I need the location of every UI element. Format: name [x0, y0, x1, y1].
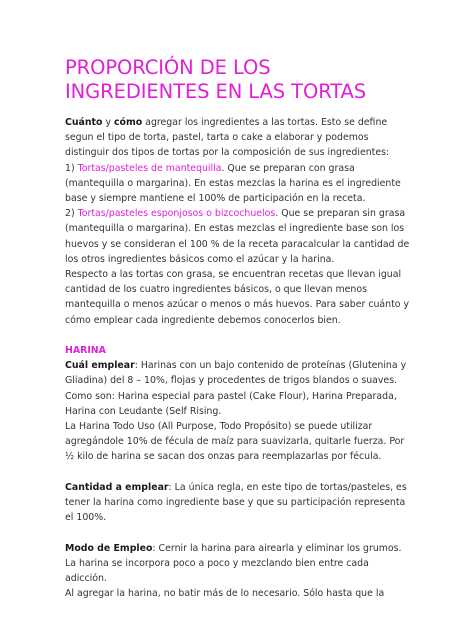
harina-section: HARINA Cuál emplear: Harinas con un bajo contenido de proteínas (Glutenina y Gliadina) del 8 – 10%, flojas y procedentes de trigos blandos o suaves. Como son: Harina especial para pastel (Cake Flour), Harina Preparada, Harina con Leudante (Self Rising. La Harina Todo Uso (All Purpose, Todo Propósito) se puede utilizar agregándole 10% de fécula de maíz para suavizarla, quitarle fuerza. Por ½ kilo de harina se sacan dos onzas para reemplazarlas por fécula. Cantidad a emplear: La única regla, en este tipo de tortas/pasteles, es tener la harina como ingrediente base y que su participación representa el 100%. Modo de Empleo: Cernir la harina para airearla y eliminar los grumos. La harina se incorpora poco a poco y mezclando bien entre cada adicción. Al agregar la harina, no batir más de lo necesario. Sólo hasta que la	[65, 343, 417, 601]
label-cantidad-emplear: Cantidad a emplear	[65, 481, 169, 493]
list-item-1: 1) Tortas/pasteles de mantequilla. Que se preparan con grasa	[65, 162, 355, 174]
document-page	[65, 56, 417, 601]
document-body	[65, 115, 417, 601]
section-heading-harina: HARINA	[65, 345, 106, 357]
bold-cuanto: Cuánto	[65, 117, 103, 128]
page-title	[65, 56, 417, 104]
title-line-1: PROPORCIÓN DE LOS	[65, 56, 271, 79]
list-item-2: 2) Tortas/pasteles esponjosos o bizcochuelos. Que se preparan sin grasa	[65, 208, 406, 220]
label-cual-emplear: Cuál emplear	[65, 360, 135, 372]
title-line-2: INGREDIENTES EN LAS TORTAS	[65, 80, 367, 103]
link-tortas-mantequilla[interactable]: Tortas/pasteles de mantequilla	[77, 162, 222, 174]
intro-paragraph: Cuánto y cómo agregar los ingredientes a las tortas. Esto se define segun el tipo de torta, pastel, tarta o cake a elaborar y podemos distinguir dos tipos de tortas por la composición de sus ingredientes: 1) Tortas/pasteles de mantequilla. Que se preparan con grasa (mantequilla o margarina). En estas mezclas la harina es el ingrediente base y siempre mantiene el 100% de participación en la receta. 2) Tortas/pasteles esponjosos o bizcochuelos. Que se preparan sin grasa (mantequilla o margarina). En estas mezclas el ingrediente base son los huevos y se consideran el 100 % de la receta paracalcular la cantidad de los otros ingredientes básicos como el azúcar y la harina. Respecto a las tortas con grasa, se encuentran recetas que llevan igual cantidad de los cuatro ingredientes básicos, o que llevan menos mantequilla o menos azúcar o menos o más huevos. Para saber cuánto y cómo emplear cada ingrediente debemos conocerlos bien.	[65, 115, 417, 328]
label-modo-empleo: Modo de Empleo	[65, 542, 153, 554]
bold-como: cómo	[114, 117, 143, 128]
link-tortas-esponjosas[interactable]: Tortas/pasteles esponjosos o bizcochuelos	[77, 208, 276, 220]
